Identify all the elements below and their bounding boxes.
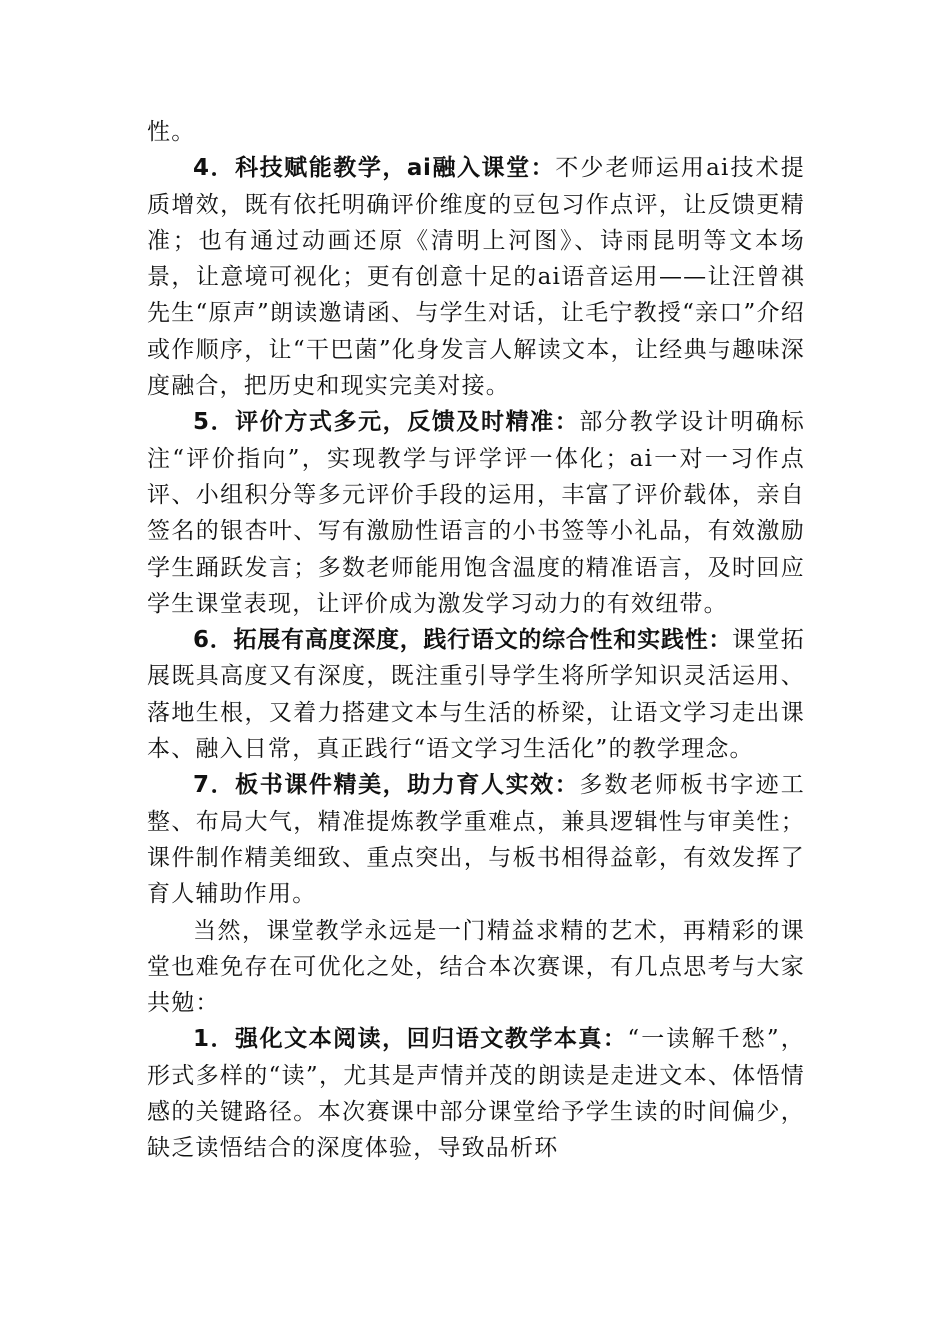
paragraph-transition	[147, 913, 805, 1022]
paragraph-point-7	[147, 767, 805, 912]
document-page	[147, 114, 805, 1167]
paragraph-point-5	[147, 404, 805, 622]
paragraph-body: 不少老师运用ai技术提质增效，既有依托明确评价维度的豆包习作点评，让反馈更精准；也有通过动画还原《清明上河图》、诗雨昆明等文本场景，让意境可视化；更有创意十足的ai语音运用——让汪曾祺先生“原声”朗读邀请函、与学生对话，让毛宁教授“亲口”介绍或作顺序，让“干巴菌”化身发言人解读文本，让经典与趣味深度融合，把历史和现实完美对接。	[147, 155, 805, 400]
point-heading: 5．评价方式多元，反馈及时精准：	[193, 409, 580, 436]
point-heading: 6．拓展有高度深度，践行语文的综合性和实践性：	[193, 627, 733, 654]
paragraph-body: 性。	[147, 119, 196, 145]
paragraph-suggestion-1	[147, 1021, 805, 1166]
point-heading: 4．科技赋能教学，ai融入课堂：	[193, 155, 556, 182]
paragraph-body: 多数老师板书字迹工整、布局大气，精准提炼教学重难点，兼具逻辑性与审美性；课件制作精美细致、重点突出，与板书相得益彰，有效发挥了育人辅助作用。	[147, 772, 805, 908]
paragraph-body: 课堂拓展既具高度又有深度，既注重引导学生将所学知识灵活运用、落地生根，又着力搭建文本与生活的桥梁，让语文学习走出课本、融入日常，真正践行“语文学习生活化”的教学理念。	[147, 627, 805, 763]
paragraph-continuation	[147, 114, 805, 150]
paragraph-body: “一读解千愁”，形式多样的“读”，尤其是声情并茂的朗读是走进文本、体悟情感的关键路径。本次赛课中部分课堂给予学生读的时间偏少，缺乏读悟结合的深度体验，导致品析环	[147, 1026, 805, 1162]
point-heading: 7．板书课件精美，助力育人实效：	[193, 772, 580, 799]
paragraph-body: 当然，课堂教学永远是一门精益求精的艺术，再精彩的课堂也难免存在可优化之处，结合本次赛课，有几点思考与大家共勉：	[147, 917, 805, 1017]
paragraph-point-4	[147, 150, 805, 404]
paragraph-point-6	[147, 622, 805, 767]
paragraph-body: 部分教学设计明确标注“评价指向”，实现教学与评学评一体化；ai一对一习作点评、小组积分等多元评价手段的运用，丰富了评价载体，亲自签名的银杏叶、写有激励性语言的小书签等小礼品，有效激励学生踊跃发言；多数老师能用饱含温度的精准语言，及时回应学生课堂表现，让评价成为激发学习动力的有效纽带。	[147, 409, 805, 617]
point-heading: 1．强化文本阅读，回归语文教学本真：	[193, 1026, 628, 1053]
